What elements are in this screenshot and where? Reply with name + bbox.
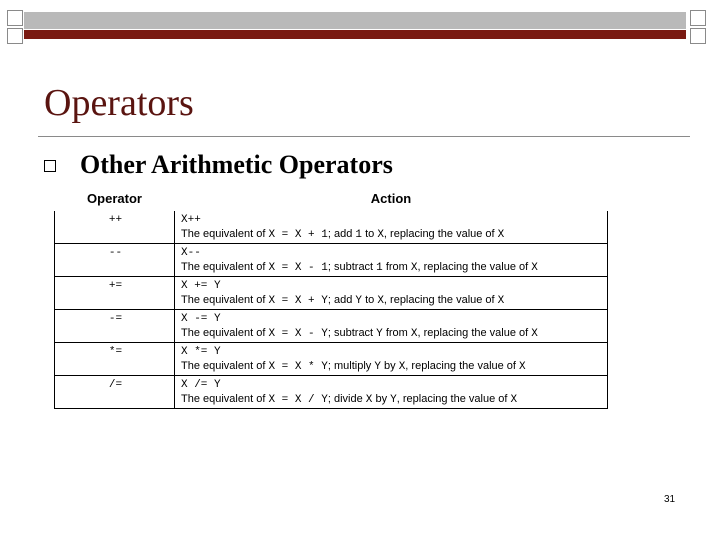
table-row	[55, 211, 608, 244]
table-row	[55, 376, 608, 409]
text-fragment: , replacing the value of	[417, 327, 532, 339]
code-fragment: X = X * Y	[268, 361, 328, 373]
code-fragment: X = X - 1	[268, 262, 328, 274]
table-header-row	[55, 186, 608, 211]
corner-square-top-left	[7, 10, 23, 26]
hollow-square-bullet-icon	[44, 160, 56, 172]
table-row	[55, 244, 608, 277]
text-fragment: , replacing the value of	[396, 393, 511, 405]
action-code: X += Y	[181, 280, 221, 292]
slide-title: Operators	[44, 82, 194, 124]
code-fragment: 1	[376, 262, 383, 274]
action-code: X++	[181, 214, 201, 226]
action-cell	[175, 343, 608, 376]
code-fragment: X = X - Y	[268, 328, 328, 340]
page-number: 31	[664, 494, 676, 505]
header-operator: Operator	[55, 186, 175, 211]
code-fragment: Y	[376, 328, 383, 340]
text-fragment: The equivalent of	[181, 294, 269, 306]
code-fragment: X	[497, 295, 505, 307]
code-fragment: X = X / Y	[268, 394, 328, 406]
code-fragment: X	[377, 295, 384, 307]
text-fragment: ; subtract	[327, 327, 377, 339]
action-code: X *= Y	[181, 346, 221, 358]
code-fragment: X	[398, 361, 406, 373]
code-fragment: X	[531, 262, 538, 274]
action-description	[181, 260, 603, 276]
code-fragment: Y	[374, 361, 381, 373]
code-fragment: X	[365, 394, 373, 406]
table-body	[55, 211, 608, 409]
code-fragment: X	[519, 361, 526, 373]
code-fragment: X	[510, 394, 518, 406]
text-fragment: by	[372, 393, 391, 405]
operator-cell: --	[55, 244, 175, 277]
text-fragment: ; divide	[327, 393, 366, 405]
text-fragment: from	[382, 261, 411, 273]
text-fragment: by	[380, 360, 399, 372]
text-fragment: ; add	[327, 294, 356, 306]
operator-cell: +=	[55, 277, 175, 310]
text-fragment: The equivalent of	[181, 228, 269, 240]
action-description	[181, 326, 603, 342]
operator-cell: ++	[55, 211, 175, 244]
action-code: X -= Y	[181, 313, 221, 325]
code-fragment: X	[531, 328, 538, 340]
code-fragment: Y	[390, 394, 397, 406]
action-description	[181, 227, 603, 243]
table-row	[55, 343, 608, 376]
header-action: Action	[175, 186, 608, 211]
text-fragment: ; add	[327, 228, 356, 240]
action-cell	[175, 376, 608, 409]
operator-cell: /=	[55, 376, 175, 409]
table-row	[55, 310, 608, 343]
code-fragment: 1	[355, 229, 363, 241]
operator-cell: -=	[55, 310, 175, 343]
action-description	[181, 293, 603, 309]
title-divider	[38, 136, 690, 137]
operators-table	[54, 185, 608, 409]
code-fragment: X = X + 1	[268, 229, 328, 241]
action-description	[181, 392, 603, 408]
text-fragment: The equivalent of	[181, 327, 269, 339]
corner-square-bottom-left	[7, 28, 23, 44]
code-fragment: X	[377, 229, 384, 241]
action-cell	[175, 310, 608, 343]
text-fragment: The equivalent of	[181, 360, 269, 372]
bullet-text: Other Arithmetic Operators	[80, 150, 393, 179]
action-cell	[175, 277, 608, 310]
code-fragment: X	[410, 262, 418, 274]
text-fragment: , replacing the value of	[383, 294, 498, 306]
code-fragment: X = X + Y	[268, 295, 328, 307]
action-cell	[175, 211, 608, 244]
action-description	[181, 359, 603, 375]
header-gray-bar	[24, 12, 686, 29]
table-row	[55, 277, 608, 310]
text-fragment: to	[362, 228, 378, 240]
operator-cell: *=	[55, 343, 175, 376]
code-fragment: Y	[355, 295, 363, 307]
text-fragment: ; multiply	[327, 360, 375, 372]
text-fragment: from	[382, 327, 411, 339]
text-fragment: The equivalent of	[181, 261, 269, 273]
text-fragment: to	[362, 294, 378, 306]
corner-square-bottom-right	[690, 28, 706, 44]
action-code: X--	[181, 247, 201, 259]
action-cell	[175, 244, 608, 277]
code-fragment: X	[410, 328, 418, 340]
text-fragment: The equivalent of	[181, 393, 269, 405]
text-fragment: ; subtract	[327, 261, 377, 273]
code-fragment: X	[497, 229, 505, 241]
text-fragment: , replacing the value of	[405, 360, 520, 372]
text-fragment: , replacing the value of	[417, 261, 532, 273]
operators-table-container	[54, 185, 607, 409]
header-red-bar	[24, 30, 686, 39]
action-code: X /= Y	[181, 379, 221, 391]
text-fragment: , replacing the value of	[383, 228, 498, 240]
corner-square-top-right	[690, 10, 706, 26]
